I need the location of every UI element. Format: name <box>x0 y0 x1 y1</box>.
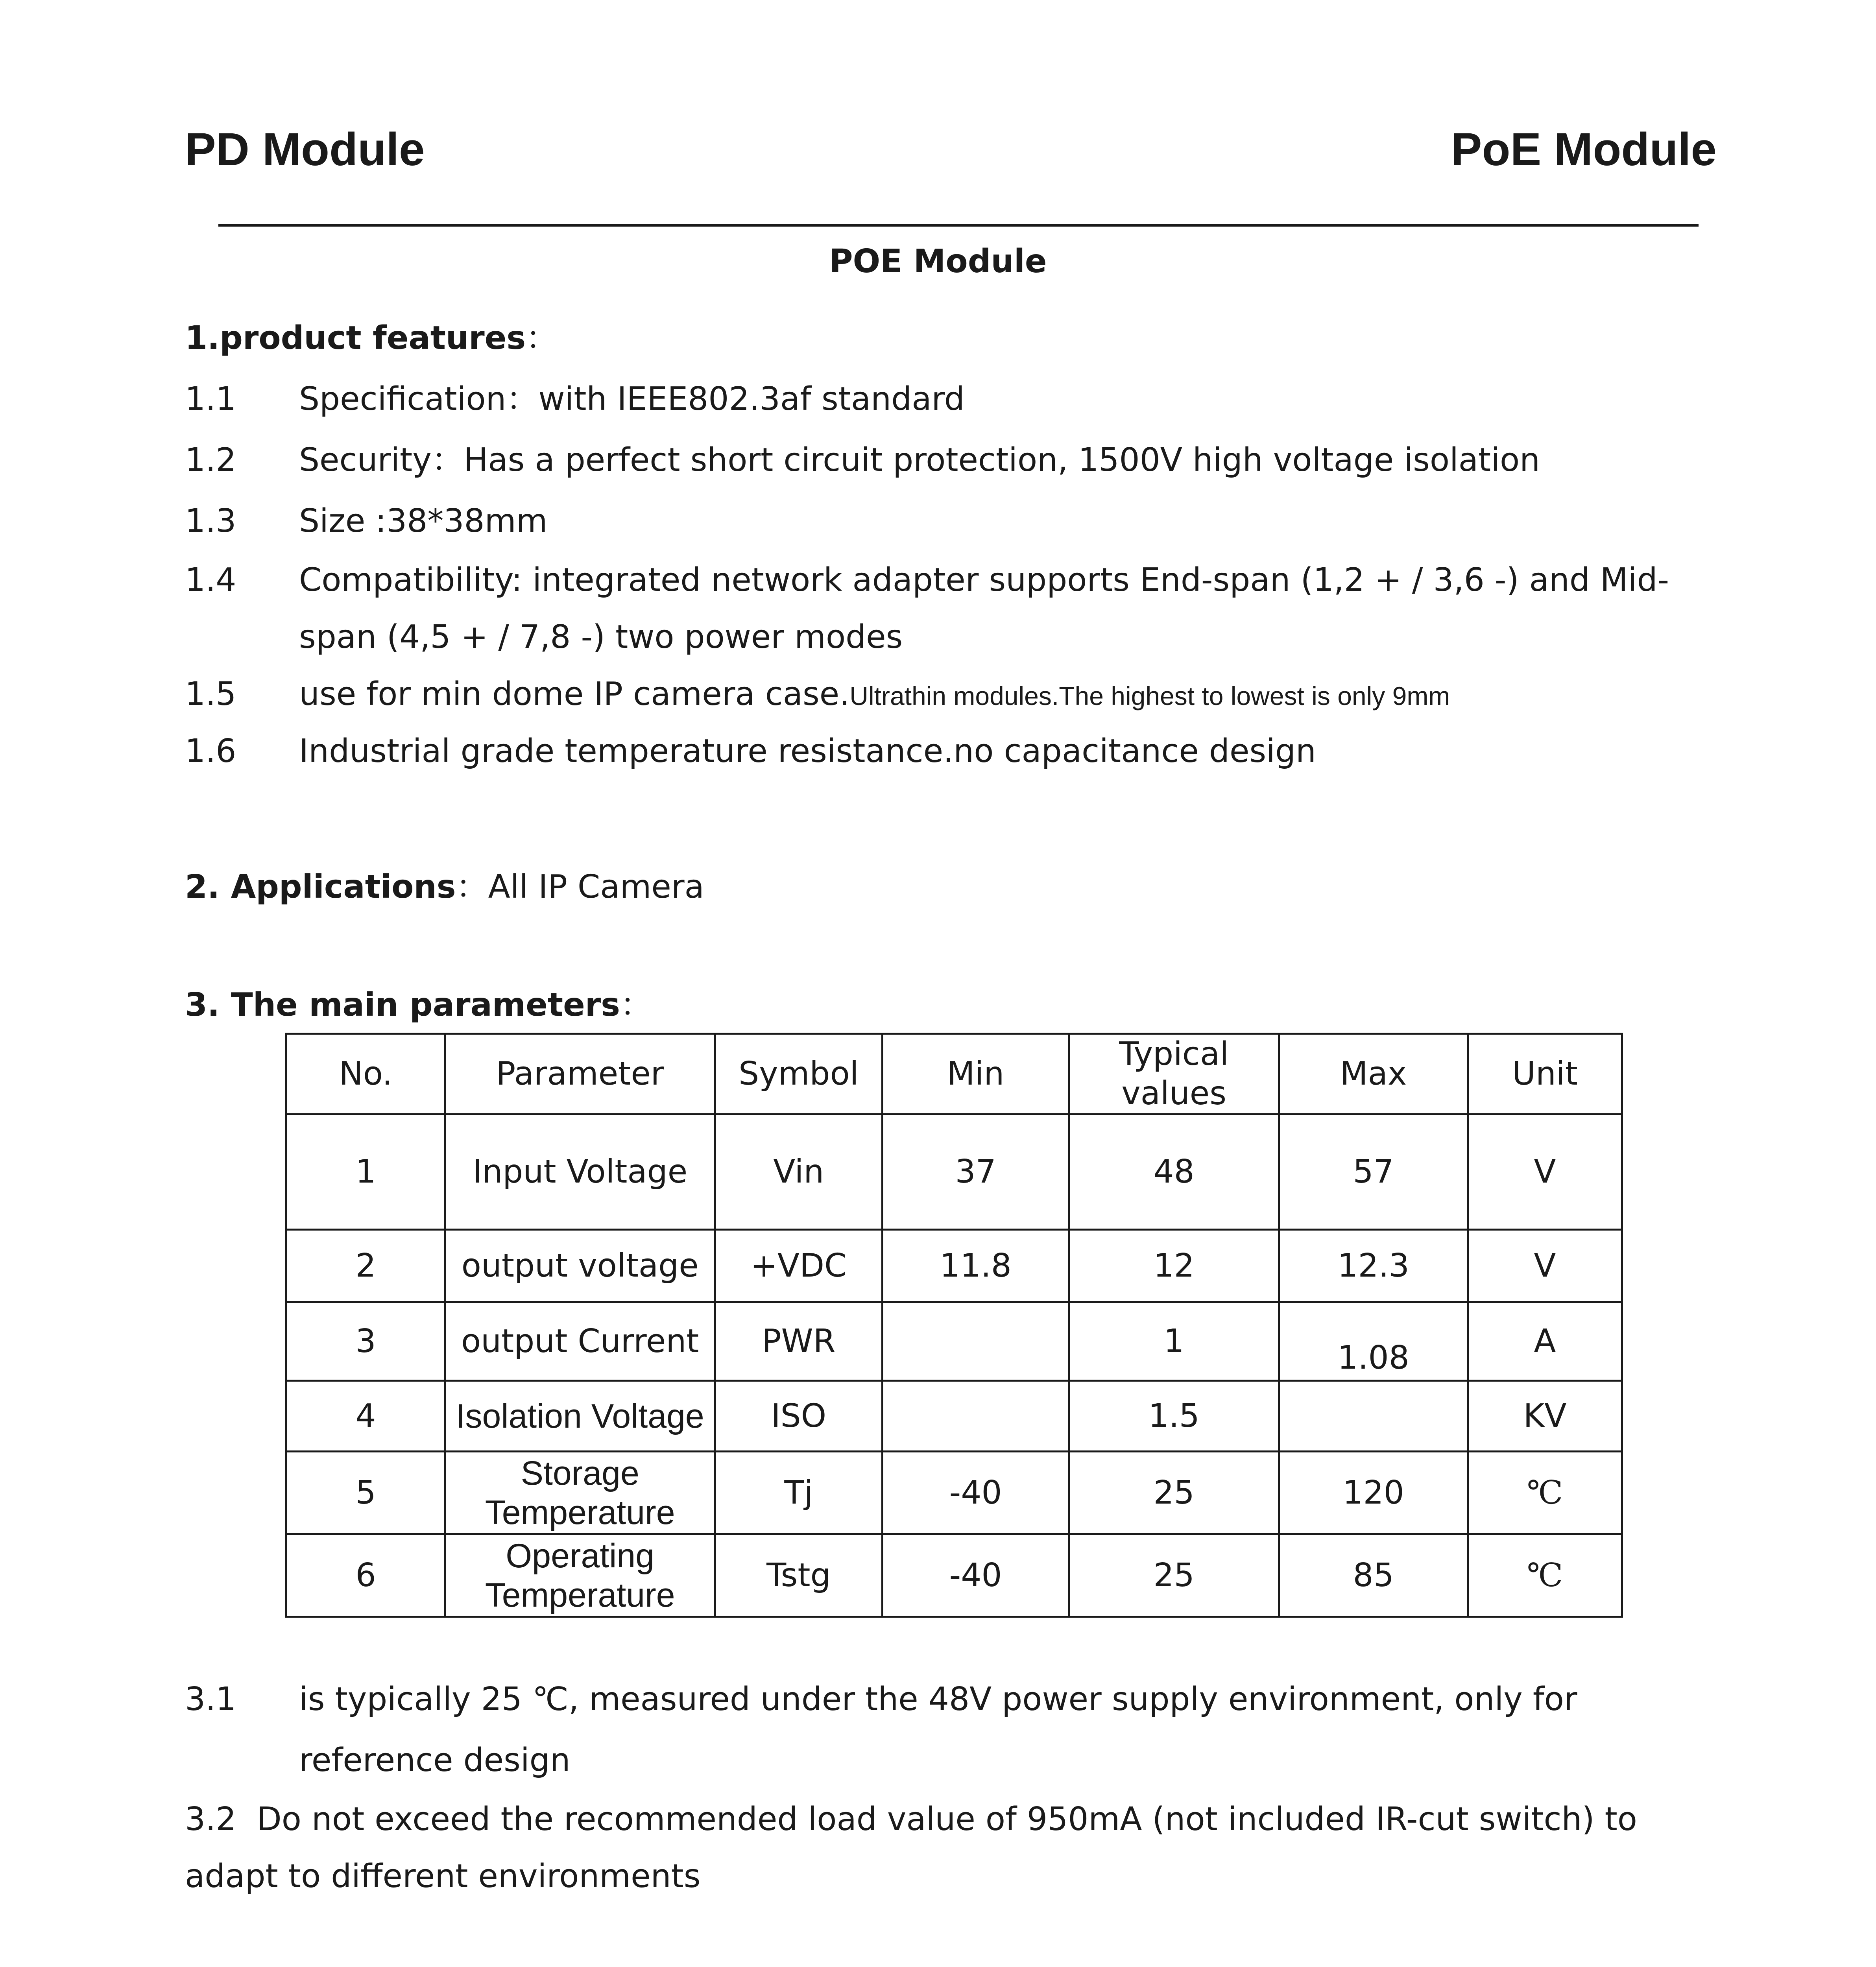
header-symbol: Symbol <box>715 1034 883 1115</box>
cell-typical: 1.5 <box>1069 1381 1279 1452</box>
cell-typical: 12 <box>1069 1230 1279 1302</box>
cell-no: 6 <box>286 1534 445 1617</box>
cell-parameter <box>445 1534 715 1617</box>
cell-min: -40 <box>883 1452 1069 1534</box>
header-unit: Unit <box>1468 1034 1622 1115</box>
cell-max-value: 1.08 <box>1337 1339 1409 1377</box>
header-max: Max <box>1279 1034 1468 1115</box>
cell-typical: 1 <box>1069 1302 1279 1381</box>
cell-parameter: Input Voltage <box>445 1115 715 1230</box>
note-3-2 <box>185 1796 1637 1843</box>
feature-1-4-text-continued: span (4,5 + / 7,8 -) two power modes <box>299 618 903 656</box>
cell-no: 4 <box>286 1381 445 1452</box>
cell-unit: KV <box>1468 1381 1622 1452</box>
cell-unit: ℃ <box>1468 1534 1622 1617</box>
cell-no: 3 <box>286 1302 445 1381</box>
cell-unit: V <box>1468 1115 1622 1230</box>
header-no: No. <box>286 1034 445 1115</box>
section-3-colon: ： <box>620 986 652 1024</box>
cell-unit: V <box>1468 1230 1622 1302</box>
note-3-2-text: Do not exceed the recommended load value of 950mA (not included IR-cut switch) to <box>257 1801 1637 1838</box>
section-2-colon: ： <box>456 868 488 906</box>
cell-min <box>883 1302 1069 1381</box>
header-parameter: Parameter <box>445 1034 715 1115</box>
feature-1-2-number: 1.2 <box>185 441 236 479</box>
feature-1-1-text: Specification：with IEEE802.3af standard <box>299 380 965 418</box>
section-3-heading <box>185 982 652 1029</box>
feature-1-2-text: Security：Has a perfect short circuit protection, 1500V high voltage isolation <box>299 441 1540 479</box>
cell-typical: 48 <box>1069 1115 1279 1230</box>
table-row <box>286 1230 1622 1302</box>
cell-max <box>1279 1302 1468 1381</box>
cell-max <box>1279 1381 1468 1452</box>
feature-1-5-small: Ultrathin modules.The highest to lowest is only 9mm <box>849 681 1450 710</box>
note-3-2-text-continued: adapt to different environments <box>185 1858 701 1895</box>
section-1-heading <box>185 315 558 362</box>
section-1-heading-text: 1.product features <box>185 319 526 357</box>
cell-max: 85 <box>1279 1534 1468 1617</box>
cell-parameter-line2: Temperature <box>485 1493 675 1532</box>
cell-min: -40 <box>883 1534 1069 1617</box>
header-left-title: PD Module <box>185 124 425 175</box>
feature-1-6-number: 1.6 <box>185 733 236 770</box>
note-3-2-number: 3.2 <box>185 1801 236 1838</box>
table-row <box>286 1302 1622 1381</box>
cell-parameter <box>445 1452 715 1534</box>
cell-parameter-line1: Storage <box>521 1454 639 1492</box>
cell-typical: 25 <box>1069 1534 1279 1617</box>
cell-symbol: Tj <box>715 1452 883 1534</box>
cell-max: 12.3 <box>1279 1230 1468 1302</box>
cell-no: 1 <box>286 1115 445 1230</box>
header-min: Min <box>883 1034 1069 1115</box>
cell-parameter: output Current <box>445 1302 715 1381</box>
cell-parameter: output voltage <box>445 1230 715 1302</box>
table-header-row <box>286 1034 1622 1115</box>
cell-min: 37 <box>883 1115 1069 1230</box>
cell-symbol: ISO <box>715 1381 883 1452</box>
feature-1-4-text: Compatibility: integrated network adapter supports End-span (1,2 + / 3,6 -) and Mid- <box>299 561 1669 599</box>
cell-symbol: PWR <box>715 1302 883 1381</box>
table-row <box>286 1534 1622 1617</box>
cell-unit: A <box>1468 1302 1622 1381</box>
cell-no: 2 <box>286 1230 445 1302</box>
parameters-table <box>285 1033 1623 1618</box>
cell-symbol: Tstg <box>715 1534 883 1617</box>
note-3-1-text: is typically 25 ℃, measured under the 48V power supply environment, only for <box>299 1681 1577 1718</box>
section-2-heading-text: 2. Applications <box>185 868 456 906</box>
cell-max: 57 <box>1279 1115 1468 1230</box>
cell-max: 120 <box>1279 1452 1468 1534</box>
feature-1-5-main: use for min dome IP camera case. <box>299 675 850 713</box>
section-2-text: All IP Camera <box>488 868 704 906</box>
note-3-1-text-continued: reference design <box>299 1742 571 1779</box>
note-3-1-number: 3.1 <box>185 1681 236 1718</box>
section-3-heading-text: 3. The main parameters <box>185 986 620 1024</box>
cell-parameter-line2: Temperature <box>485 1576 675 1614</box>
header-right-title: PoE Module <box>1451 124 1717 175</box>
cell-parameter-line1: Operating <box>506 1537 655 1575</box>
feature-1-3-number: 1.3 <box>185 502 236 540</box>
header-divider <box>218 224 1699 227</box>
cell-parameter: Isolation Voltage <box>445 1381 715 1452</box>
section-2-heading <box>185 864 704 911</box>
table-row <box>286 1452 1622 1534</box>
table-row <box>286 1381 1622 1452</box>
header-typical-line1: Typical <box>1119 1035 1229 1073</box>
cell-min <box>883 1381 1069 1452</box>
feature-1-3-text: Size :38*38mm <box>299 502 548 540</box>
cell-typical: 25 <box>1069 1452 1279 1534</box>
cell-min: 11.8 <box>883 1230 1069 1302</box>
header-typical <box>1069 1034 1279 1115</box>
feature-1-6-text: Industrial grade temperature resistance.no capacitance design <box>299 733 1316 770</box>
cell-symbol: Vin <box>715 1115 883 1230</box>
cell-symbol: +VDC <box>715 1230 883 1302</box>
cell-no: 5 <box>286 1452 445 1534</box>
feature-1-5-number: 1.5 <box>185 675 236 713</box>
feature-1-4-number: 1.4 <box>185 561 236 599</box>
feature-1-5-text <box>299 671 1450 720</box>
cell-unit: ℃ <box>1468 1452 1622 1534</box>
page-title: POE Module <box>829 243 1047 280</box>
section-1-colon: ： <box>526 319 558 357</box>
header-typical-line2: values <box>1121 1075 1226 1112</box>
feature-1-1-number: 1.1 <box>185 380 236 418</box>
table-row <box>286 1115 1622 1230</box>
